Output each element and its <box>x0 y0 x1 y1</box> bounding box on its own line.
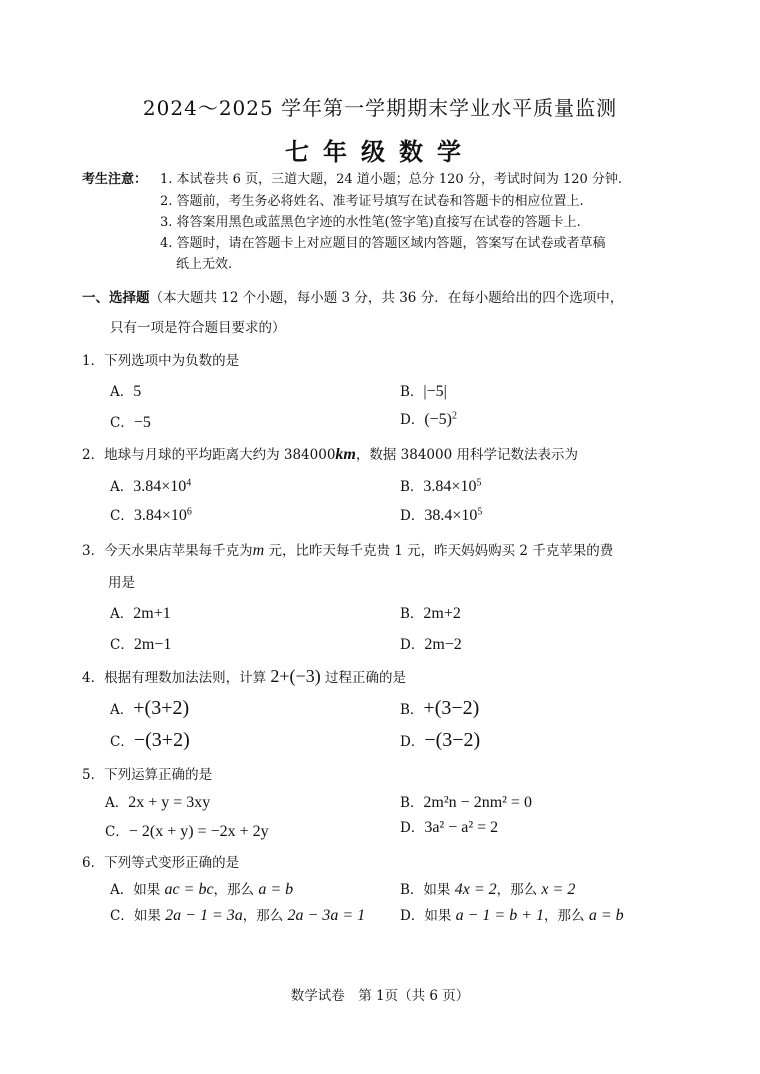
notice-line-2: 2. 答题前，考生务必将姓名、准考证号填写在试卷和答题卡的相应位置上. <box>160 194 584 209</box>
notice-line-4: 4. 答题时，请在答题卡上对应题目的答题区域内答题，答案写在试卷或者草稿 <box>160 236 606 251</box>
q2-stem-unit: km <box>335 446 356 463</box>
q5-option-b <box>400 791 532 812</box>
option-result: x = 2 <box>541 881 576 898</box>
option-label: C． <box>110 734 134 750</box>
question-4-stem <box>82 666 406 687</box>
option-label: B． <box>400 882 424 898</box>
option-value: 3.84×10 <box>423 478 477 495</box>
section-heading-desc-2: 只有一项是符合题目要求的） <box>110 320 286 336</box>
q1-option-c <box>110 411 151 432</box>
q1-option-d <box>400 408 457 429</box>
option-value: −(3−2) <box>424 729 481 751</box>
option-prefix: 如果 <box>133 908 166 924</box>
notice-line-1: 1. 本试卷共 6 页，三道大题，24 道小题；总分 120 分，考试时间为 120 分钟. <box>160 172 623 187</box>
option-label: B． <box>400 795 424 811</box>
option-value: − 2(x + y) = −2x + 2y <box>128 823 269 840</box>
q3-option-c <box>110 633 171 654</box>
option-label: C． <box>110 908 134 924</box>
q3-stem-post: 元，比昨天每千克贵 1 元，昨天妈妈购买 2 千克苹果的费 <box>264 543 614 559</box>
q3-option-d <box>400 633 462 654</box>
option-value: 3.84×10 <box>133 478 187 495</box>
q3-stem-pre: 3．今天水果店苹果每千克为 <box>82 543 253 559</box>
exam-title: 2024～2025 学年第一学期期末学业水平质量监测 <box>142 96 618 120</box>
option-condition: 4x = 2 <box>454 881 497 898</box>
option-exponent: 4 <box>186 477 192 489</box>
option-prefix: 如果 <box>424 908 456 924</box>
option-value: 2m−2 <box>424 636 462 653</box>
option-label: B． <box>400 606 424 622</box>
option-value: 5 <box>133 383 142 400</box>
q1-option-b <box>400 380 447 401</box>
option-label: A． <box>110 606 134 622</box>
option-value: 2m−1 <box>133 636 172 653</box>
q2-option-d <box>400 504 482 525</box>
option-label: D． <box>400 734 425 750</box>
notice-line-5: 纸上无效. <box>176 257 233 272</box>
option-label: A． <box>110 384 134 400</box>
option-value: +(3−2) <box>423 697 480 719</box>
option-exponent: 6 <box>186 506 192 518</box>
option-condition: 2a − 1 = 3a <box>165 907 243 924</box>
question-3-stem-2: 用是 <box>108 575 135 591</box>
question-1-stem: 1．下列选项中为负数的是 <box>82 353 240 369</box>
q6-option-c <box>110 904 365 925</box>
option-label: B． <box>400 702 424 718</box>
q4-stem-pre: 4．根据有理数加法法则，计算 <box>82 670 271 686</box>
option-label: C． <box>105 824 129 840</box>
notice-line-3: 3. 将答案用黑色或蓝黑色字迹的水性笔(签字笔)直接写在试卷的答题卡上. <box>160 215 581 230</box>
q4-option-b <box>400 697 479 720</box>
q2-option-b <box>400 475 481 496</box>
option-result: 2a − 3a = 1 <box>287 907 366 924</box>
q3-option-b <box>400 602 461 623</box>
q2-option-c <box>110 504 192 525</box>
q2-option-a <box>110 475 191 496</box>
q6-option-b <box>400 878 575 899</box>
section-heading-title: 一、选择题 <box>82 290 150 306</box>
q5-option-c <box>105 820 269 841</box>
section-heading-desc: （本大题共 12 个小题，每小题 3 分，共 36 分．在每小题给出的四个选项中， <box>149 290 624 306</box>
option-result: a = b <box>588 907 624 924</box>
q4-option-c <box>110 729 190 752</box>
option-condition: ac = bc <box>164 881 214 898</box>
q4-option-a <box>110 697 189 720</box>
section-heading <box>82 286 623 306</box>
option-value: −5 <box>133 414 151 431</box>
option-value: |−5| <box>423 383 447 400</box>
option-connector: ，那么 <box>213 882 259 898</box>
question-6-stem: 6．下列等式变形正确的是 <box>82 855 240 871</box>
option-label: B． <box>400 479 424 495</box>
q6-option-a <box>110 878 293 899</box>
question-2-stem <box>82 443 578 464</box>
option-label: D． <box>400 820 425 836</box>
q4-stem-expr: 2+(−3) <box>270 666 321 686</box>
q6-option-d <box>400 904 624 925</box>
q3-stem-var: m <box>252 542 265 559</box>
option-condition: a − 1 = b + 1 <box>455 907 545 924</box>
option-label: D． <box>400 908 425 924</box>
option-value: 2m+1 <box>133 605 171 622</box>
option-label: D． <box>400 637 425 653</box>
option-value: 3.84×10 <box>133 507 187 524</box>
option-label: A． <box>110 702 134 718</box>
option-value: 38.4×10 <box>424 507 478 524</box>
option-label: A． <box>110 479 134 495</box>
q4-option-d <box>400 729 480 752</box>
option-value: 2x + y = 3xy <box>128 794 211 811</box>
option-prefix: 如果 <box>133 882 165 898</box>
question-5-stem: 5．下列运算正确的是 <box>82 767 213 783</box>
option-value: (−5) <box>424 411 453 428</box>
option-prefix: 如果 <box>423 882 455 898</box>
option-value: +(3+2) <box>133 697 190 719</box>
option-label: A． <box>105 795 129 811</box>
option-value: 2m²n − 2nm² = 0 <box>423 794 532 811</box>
option-connector: ，那么 <box>496 882 542 898</box>
option-exponent: 2 <box>452 410 458 422</box>
page-footer: 数学试卷 第 1页（共 6 页） <box>290 988 470 1004</box>
q1-option-a <box>110 380 141 401</box>
option-result: a = b <box>258 881 294 898</box>
option-exponent: 5 <box>476 477 482 489</box>
option-label: B． <box>400 384 424 400</box>
option-label: C． <box>110 508 134 524</box>
option-value: −(3+2) <box>133 729 190 751</box>
option-label: C． <box>110 415 134 431</box>
option-value: 3a² − a² = 2 <box>424 819 499 836</box>
question-3-stem <box>82 539 613 560</box>
option-value: 2m+2 <box>423 605 461 622</box>
q2-stem-pre: 2．地球与月球的平均距离大约为 384000 <box>82 447 336 463</box>
q3-option-a <box>110 602 171 623</box>
option-label: C． <box>110 637 134 653</box>
option-label: D． <box>400 412 425 428</box>
exam-subtitle: 七年级数学 <box>285 137 475 166</box>
option-connector: ，那么 <box>544 908 589 924</box>
option-exponent: 5 <box>477 506 483 518</box>
option-label: A． <box>110 882 134 898</box>
q2-stem-post: ，数据 384000 用科学记数法表示为 <box>355 447 578 463</box>
option-label: D． <box>400 508 425 524</box>
q5-option-a <box>105 791 210 812</box>
q4-stem-post: 过程正确的是 <box>320 670 406 686</box>
q5-option-d <box>400 816 498 837</box>
option-connector: ，那么 <box>242 908 288 924</box>
notice-label: 考生注意： <box>82 172 148 187</box>
